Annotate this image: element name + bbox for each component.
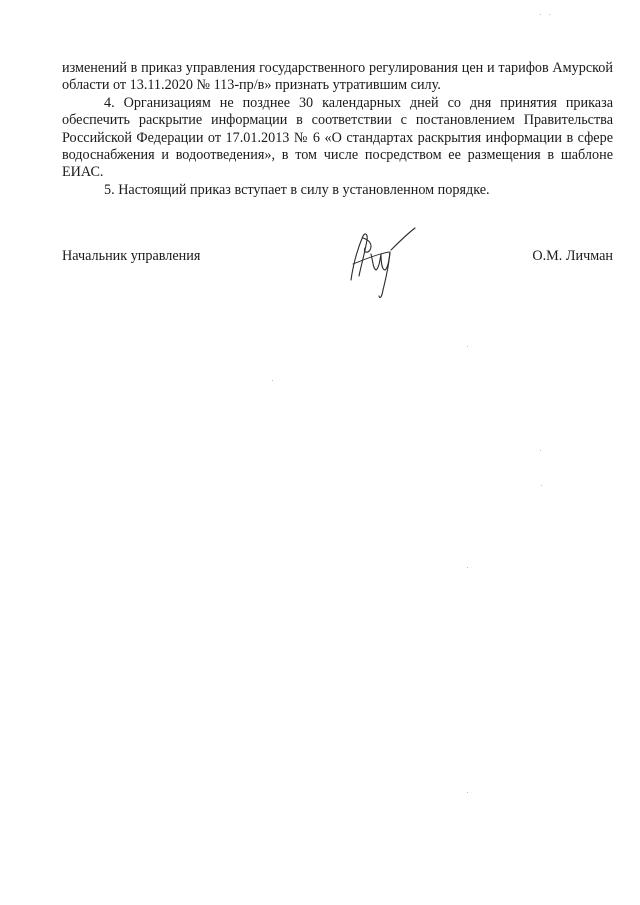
scan-artifact xyxy=(541,485,542,486)
scan-artifact xyxy=(467,346,468,347)
paragraph-continuation: изменений в приказ управления государственного регулирования цен и тарифов Амурской области от 13.11.2020 № 113-пр/в» признать утратившим силу. xyxy=(62,60,613,94)
scan-artifact xyxy=(540,450,541,451)
scan-artifact xyxy=(272,380,273,381)
scan-artifact xyxy=(467,792,468,793)
handwritten-signature xyxy=(343,224,425,304)
scan-artifact xyxy=(540,14,541,15)
paragraph-item-5: 5. Настоящий приказ вступает в силу в установленном порядке. xyxy=(104,181,490,198)
scan-artifact xyxy=(549,14,550,15)
document-body xyxy=(62,60,613,199)
signature-block xyxy=(62,248,613,268)
signatory-name: О.М. Личман xyxy=(532,248,613,264)
scan-artifact xyxy=(467,567,468,568)
signatory-title: Начальник управления xyxy=(62,248,201,264)
paragraph-item-4: 4. Организациям не позднее 30 календарных дней со дня принятия приказа обеспечить раскрытие информации в соответствии с постановлением Правительства Российской Федерации от 17.01.2013 № 6 «О стандартах раскрытия информации в сфере водоснабжения и водоотведения», в том числе посредством ее размещения в шаблоне ЕИАС. xyxy=(62,94,613,181)
